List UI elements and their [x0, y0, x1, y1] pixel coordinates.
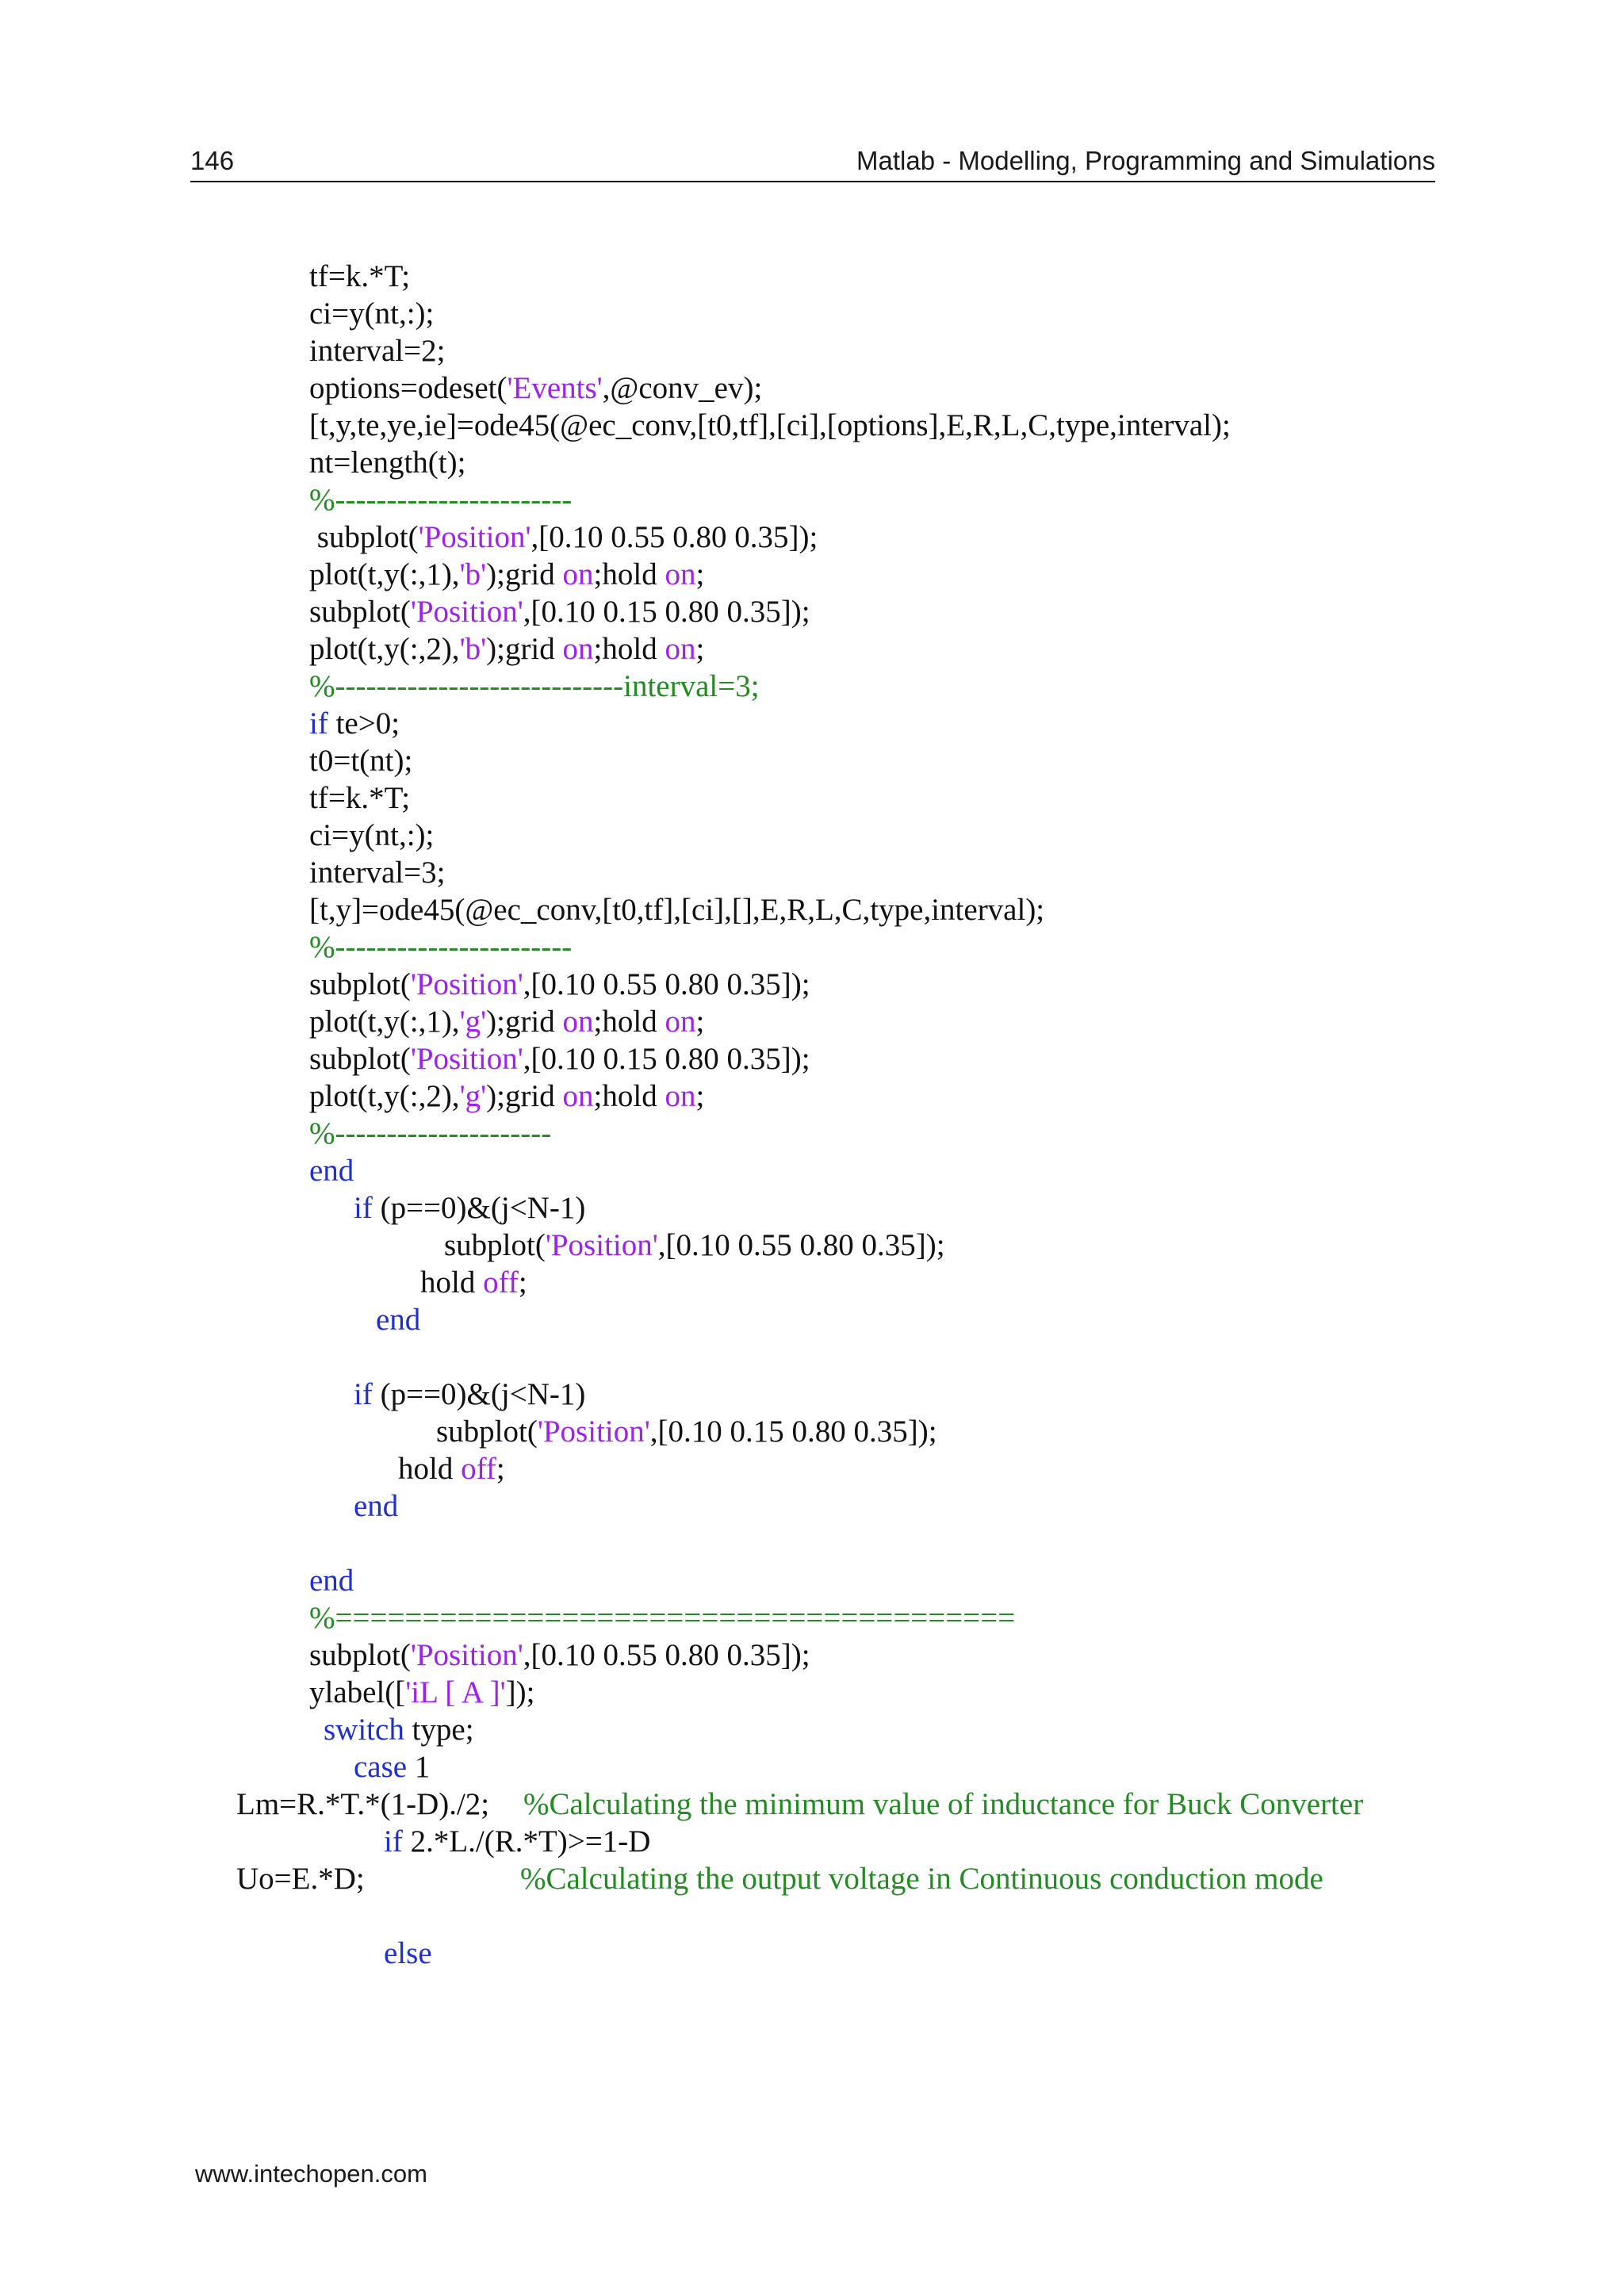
keyword-token: end — [309, 1154, 354, 1188]
string-token: 'iL [ A ]' — [405, 1675, 506, 1709]
code-token: hold — [398, 1452, 462, 1486]
code-token: ,[0.10 0.55 0.80 0.35]); — [530, 520, 818, 554]
code-token: te>0; — [327, 706, 400, 741]
comment-token: %----------------------- — [309, 930, 573, 964]
string-token: on — [562, 557, 594, 591]
code-token: ,[0.10 0.55 0.80 0.35]); — [523, 967, 810, 1001]
code-token: ;hold — [593, 632, 665, 666]
string-token: on — [665, 1005, 696, 1039]
string-token: 'Position' — [537, 1414, 650, 1449]
code-line-interval-3 — [309, 855, 445, 891]
running-title: Matlab - Modelling, Programming and Simulations — [856, 146, 1435, 175]
code-token: [t,y,te,ye,ie]=ode45(@ec_conv,[t0,tf],[ci],[options],E,R,L,C,type,interval); — [309, 408, 1231, 442]
code-token: ; — [695, 557, 705, 591]
code-token: interval=3; — [309, 856, 446, 890]
page-number: 146 — [190, 146, 235, 175]
code-line-comment-uo — [520, 1861, 1323, 1897]
code-line-nt — [309, 445, 465, 481]
keyword-token: else — [384, 1936, 432, 1970]
string-token: 'Position' — [410, 1638, 523, 1672]
string-token: on — [562, 1005, 594, 1039]
code-token: ci=y(nt,:); — [309, 818, 435, 852]
code-line-subplot-top — [309, 519, 818, 556]
code-token: (p==0)&(j<N-1) — [372, 1377, 586, 1411]
code-token: options=odeset( — [309, 371, 508, 405]
code-token: nt=length(t); — [309, 446, 466, 480]
string-token: on — [665, 632, 696, 666]
code-token: ;hold — [593, 1079, 665, 1113]
code-token: ylabel([ — [309, 1675, 406, 1709]
string-token: 'Position' — [410, 595, 523, 629]
code-token: ;hold — [593, 1005, 665, 1039]
comment-token: %Calculating the output voltage in Continuous conduction mode — [520, 1862, 1323, 1896]
code-token: 1 — [407, 1750, 431, 1784]
code-token: 2.*L./(R.*T)>=1-D — [402, 1824, 651, 1859]
code-token: ,[0.10 0.55 0.80 0.35]); — [523, 1638, 810, 1672]
code-line-subplot-top-4 — [309, 1637, 810, 1674]
code-token: ,[0.10 0.15 0.80 0.35]); — [523, 1042, 810, 1076]
code-line-tf — [309, 258, 410, 295]
string-token: 'b' — [459, 632, 487, 666]
string-token: off — [483, 1265, 519, 1300]
code-token: plot(t,y(:,1), — [309, 557, 460, 591]
code-line-options — [309, 370, 762, 407]
code-line-interval-2 — [309, 333, 445, 369]
string-token: on — [562, 632, 594, 666]
code-line-plot-g2 — [309, 1078, 704, 1115]
code-line-ci-2 — [309, 817, 434, 854]
code-line-case — [354, 1749, 430, 1786]
code-token: [t,y]=ode45(@ec_conv,[t0,tf],[ci],[],E,R,L,C,type,interval); — [309, 893, 1045, 927]
string-token: 'Events' — [507, 371, 603, 405]
code-line-comment-divider — [309, 482, 572, 519]
code-token: subplot( — [444, 1228, 546, 1262]
keyword-token: end — [309, 1564, 354, 1598]
keyword-token: if — [354, 1191, 373, 1225]
code-token: type; — [404, 1713, 474, 1747]
string-token: 'Position' — [410, 967, 523, 1001]
code-token: subplot( — [309, 967, 411, 1001]
string-token: 'Position' — [418, 520, 531, 554]
keyword-token: end — [376, 1303, 421, 1337]
code-line-if-p-2 — [354, 1376, 585, 1413]
comment-token: %----------------------- — [309, 483, 573, 517]
string-token: on — [665, 1079, 696, 1113]
code-token: ,[0.10 0.15 0.80 0.35]); — [523, 595, 810, 629]
code-line-switch — [324, 1712, 474, 1748]
code-line-plot-b1 — [309, 557, 704, 593]
code-line-subplot-bottom-3 — [436, 1414, 937, 1450]
string-token: 'g' — [459, 1079, 487, 1113]
code-token: ; — [496, 1452, 505, 1486]
code-line-if-te — [309, 706, 400, 742]
comment-token: %======================================= — [309, 1601, 1016, 1635]
code-line-plot-b2 — [309, 631, 704, 668]
code-token: );grid — [486, 557, 563, 591]
comment-token: %Calculating the minimum value of inductance for Buck Converter — [523, 1787, 1364, 1821]
keyword-token: if — [384, 1824, 403, 1859]
string-token: off — [461, 1452, 496, 1486]
code-token: ; — [695, 1079, 705, 1113]
code-line-plot-g1 — [309, 1004, 704, 1040]
code-token: Lm=R.*T.*(1-D)./2; — [236, 1787, 490, 1821]
code-token: );grid — [486, 1079, 563, 1113]
code-token: subplot( — [309, 1638, 411, 1672]
code-token: ]); — [505, 1675, 535, 1709]
keyword-token: if — [309, 706, 328, 741]
code-line-uo — [236, 1861, 365, 1897]
keyword-token: end — [354, 1489, 399, 1523]
code-line-if-p-1 — [354, 1190, 585, 1227]
comment-token: %--------------------- — [309, 1116, 552, 1150]
code-token: ,@conv_ev); — [602, 371, 763, 405]
keyword-token: switch — [324, 1713, 404, 1747]
string-token: 'g' — [459, 1005, 487, 1039]
code-token: subplot( — [309, 1042, 411, 1076]
code-line-end — [309, 1153, 354, 1189]
string-token: on — [665, 557, 696, 591]
code-line-comment-divider-3 — [309, 1116, 551, 1152]
code-line-comment-interval-3 — [309, 668, 760, 705]
code-token: plot(t,y(:,1), — [309, 1005, 460, 1039]
code-line-subplot-top-3 — [444, 1227, 945, 1264]
code-token: plot(t,y(:,2), — [309, 632, 460, 666]
code-token: hold — [420, 1265, 484, 1300]
code-token: Uo=E.*D; — [236, 1862, 365, 1896]
code-token: ; — [518, 1265, 527, 1300]
code-token: plot(t,y(:,2), — [309, 1079, 460, 1113]
code-line-comment-equals — [309, 1600, 1015, 1636]
code-line-end-2 — [376, 1302, 420, 1338]
code-line-comment-lm — [523, 1786, 1363, 1823]
string-token: 'Position' — [410, 1042, 523, 1076]
code-token: tf=k.*T; — [309, 259, 411, 293]
code-token: subplot( — [309, 595, 411, 629]
code-line-ylabel — [309, 1675, 534, 1711]
code-line-lm — [236, 1786, 489, 1823]
code-token: t0=t(nt); — [309, 744, 413, 778]
code-line-end-3 — [354, 1488, 398, 1525]
code-token: interval=2; — [309, 334, 446, 368]
code-token: ; — [695, 1005, 705, 1039]
string-token: 'Position' — [545, 1228, 658, 1262]
code-line-hold-off-1 — [420, 1265, 527, 1301]
code-line-subplot-bottom — [309, 594, 810, 630]
string-token: on — [562, 1079, 594, 1113]
code-token: ;hold — [593, 557, 665, 591]
keyword-token: if — [354, 1377, 373, 1411]
code-token: tf=k.*T; — [309, 781, 411, 815]
code-token: ,[0.10 0.55 0.80 0.35]); — [657, 1228, 945, 1262]
code-line-ci — [309, 296, 434, 332]
code-token: subplot( — [436, 1414, 538, 1449]
code-token: );grid — [486, 632, 563, 666]
code-line-ode45-events — [309, 408, 1231, 444]
code-line-subplot-bottom-2 — [309, 1041, 810, 1078]
code-line-hold-off-2 — [398, 1451, 505, 1487]
string-token: 'b' — [459, 557, 487, 591]
code-line-t0 — [309, 743, 412, 779]
code-line-comment-divider-2 — [309, 929, 572, 966]
code-line-tf-2 — [309, 780, 410, 817]
keyword-token: case — [354, 1750, 408, 1784]
code-token: subplot( — [309, 520, 419, 554]
code-token: ; — [695, 632, 705, 666]
code-line-subplot-top-2 — [309, 967, 810, 1003]
code-token: ,[0.10 0.15 0.80 0.35]); — [649, 1414, 937, 1449]
code-line-if-l — [384, 1824, 650, 1860]
comment-token: %----------------------------interval=3; — [309, 669, 760, 703]
code-line-else — [384, 1935, 432, 1972]
footer-url: www.intechopen.com — [195, 2160, 427, 2188]
code-line-end-4 — [309, 1563, 354, 1599]
code-token: ci=y(nt,:); — [309, 297, 435, 331]
code-token: (p==0)&(j<N-1) — [372, 1191, 586, 1225]
code-line-ode45 — [309, 892, 1044, 928]
code-token: );grid — [486, 1005, 563, 1039]
